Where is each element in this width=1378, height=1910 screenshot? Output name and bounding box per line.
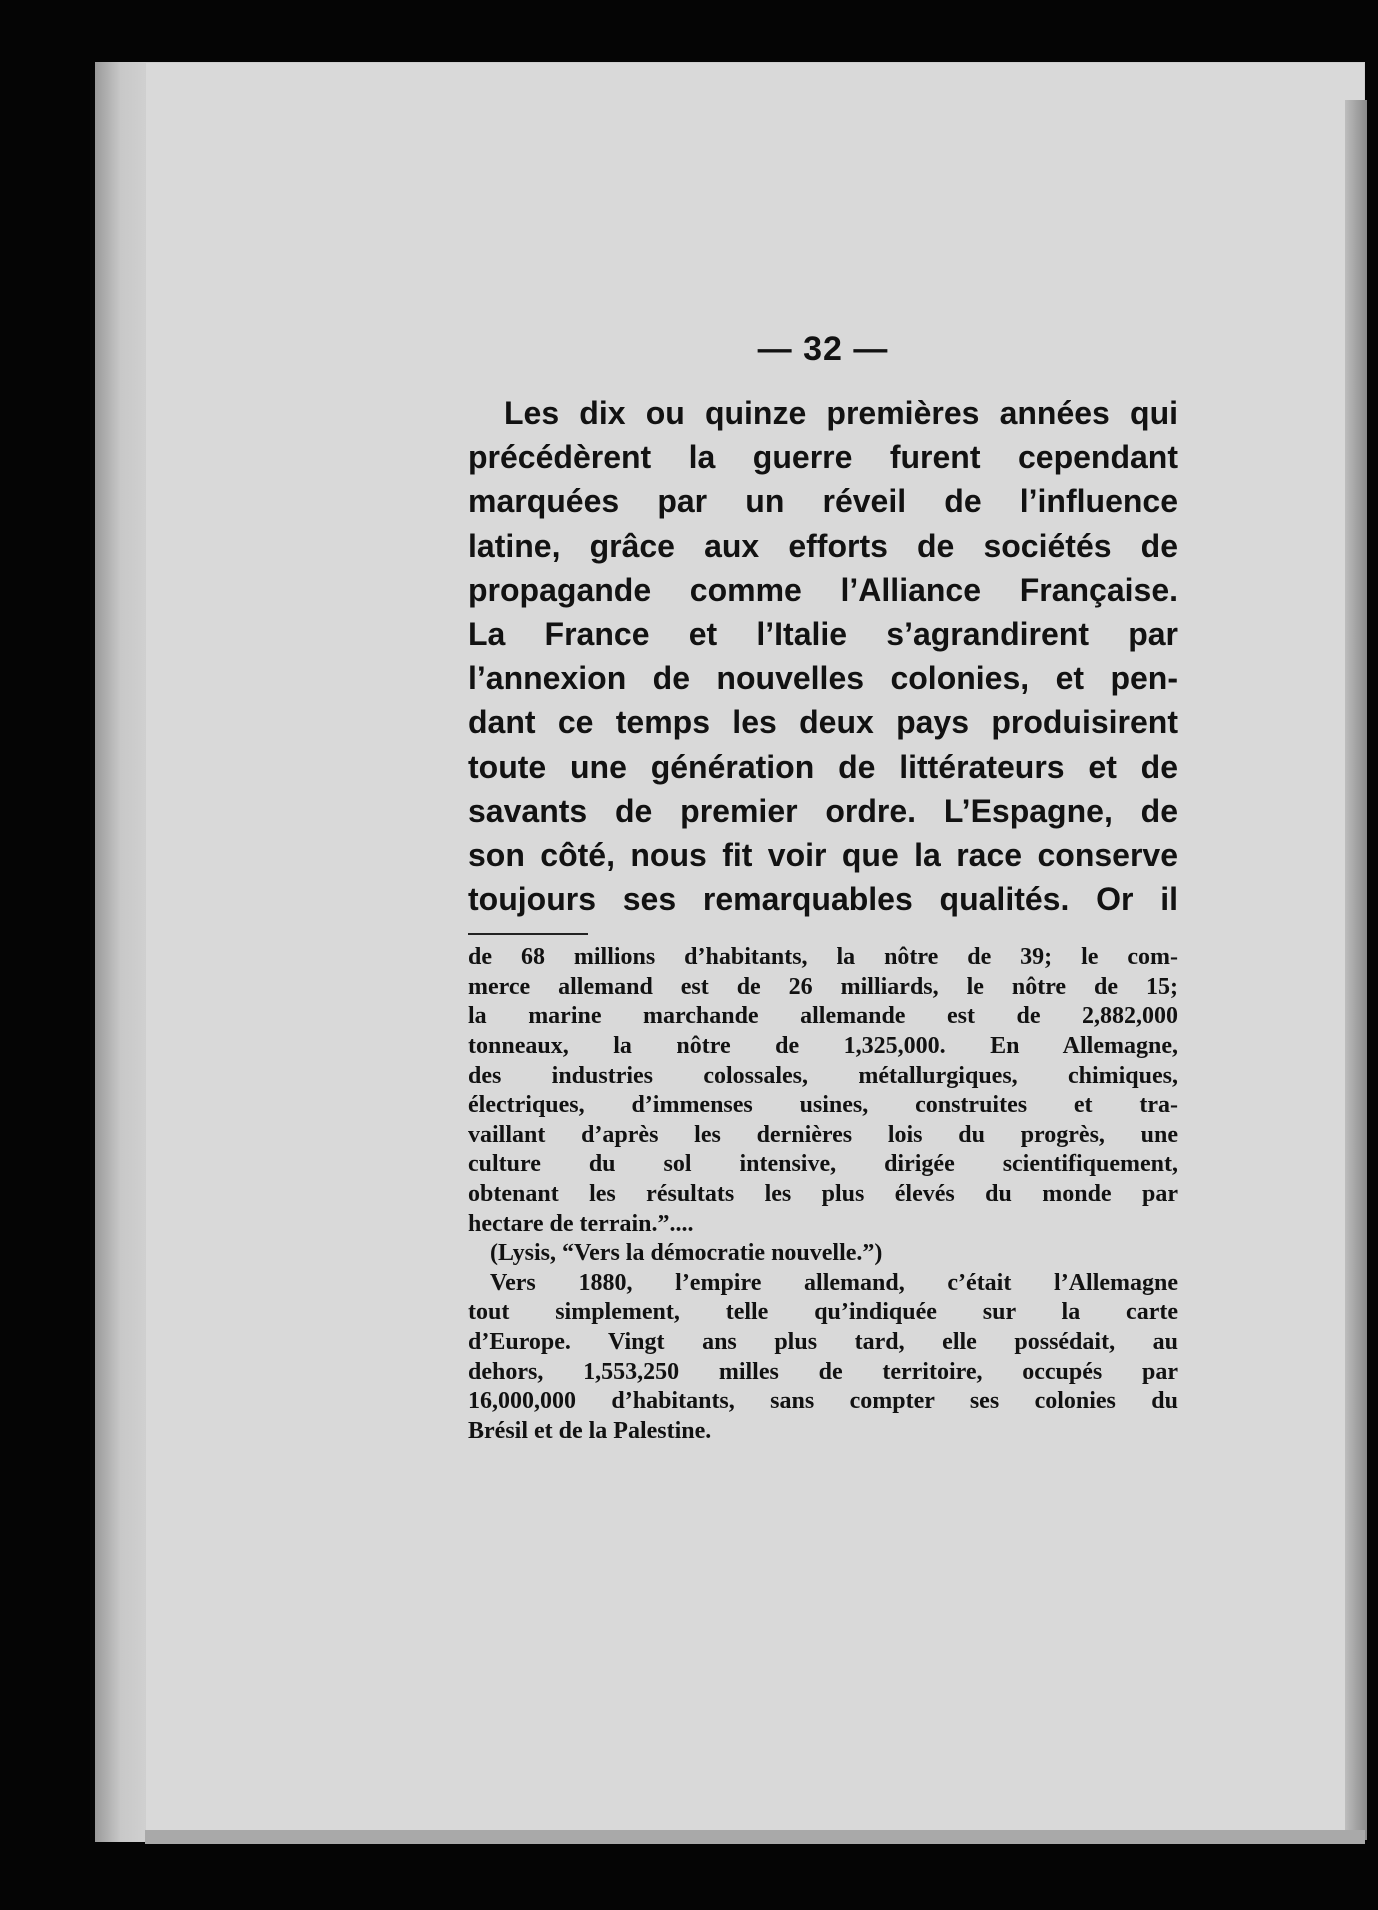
footnote-line: électriques, d’immenses usines, construites et tra- (468, 1092, 1178, 1119)
footnote-line: hectare de terrain.”.... (468, 1210, 694, 1237)
footnote-line: tout simplement, telle qu’indiquée sur la carte (468, 1299, 1178, 1326)
footnote-line: culture du sol intensive, dirigée scientifiquement, (468, 1151, 1178, 1178)
body-line: savants de premier ordre. L’Espagne, de (468, 792, 1178, 829)
footnote (468, 943, 1178, 1446)
footnote-line: merce allemand est de 26 milliards, le nôtre de 15; (468, 973, 1178, 1000)
body-line: marquées par un réveil de l’influence (468, 483, 1178, 520)
body-line: Les dix ou quinze premières années qui (504, 395, 1178, 431)
footnote-line: la marine marchande allemande est de 2,882,000 (468, 1003, 1178, 1030)
body-line: latine, grâce aux efforts de sociétés de (468, 527, 1178, 564)
body-line: son côté, nous fit voir que la race conserve (468, 836, 1178, 873)
body-line: dant ce temps les deux pays produisirent (468, 704, 1178, 741)
footnote-line: tonneaux, la nôtre de 1,325,000. En Allemagne, (468, 1033, 1178, 1060)
page-right-edge (1345, 100, 1367, 1840)
footnote-line: 16,000,000 d’habitants, sans compter ses colonies du (468, 1388, 1178, 1415)
footnote-line: de 68 millions d’habitants, la nôtre de 39; le com- (468, 944, 1178, 971)
footnote-line: dehors, 1,553,250 milles de territoire, occupés par (468, 1358, 1178, 1385)
body-line: La France et l’Italie s’agrandirent par (468, 615, 1178, 652)
footnote-line: Vers 1880, l’empire allemand, c’était l’Allemagne (490, 1269, 1178, 1296)
body-line: toute une génération de littérateurs et de (468, 748, 1178, 785)
body-line: précédèrent la guerre furent cependant (468, 439, 1178, 476)
footnote-line: obtenant les résultats les plus élevés du monde par (468, 1181, 1178, 1207)
footnote-line: d’Europe. Vingt ans plus tard, elle possédait, au (468, 1328, 1178, 1355)
footnote-rule (468, 933, 588, 935)
page-number: — 32 — (757, 330, 889, 368)
body-line: propagande comme l’Alliance Française. (468, 571, 1178, 608)
body-line: toujours ses remarquables qualités. Or il (468, 881, 1178, 918)
page-bottom-edge (145, 1830, 1365, 1844)
text-block (468, 330, 1178, 1446)
footnote-line: vaillant d’après les dernières lois du progrès, une (468, 1121, 1178, 1148)
footnote-line: Brésil et de la Palestine. (468, 1417, 712, 1444)
body-paragraph (468, 391, 1178, 921)
footnote-line: des industries colossales, métallurgiques, chimiques, (468, 1062, 1178, 1089)
footnote-citation: (Lysis, “Vers la démocratie nouvelle.”) (490, 1240, 883, 1267)
body-line: l’annexion de nouvelles colonies, et pen- (468, 660, 1178, 697)
